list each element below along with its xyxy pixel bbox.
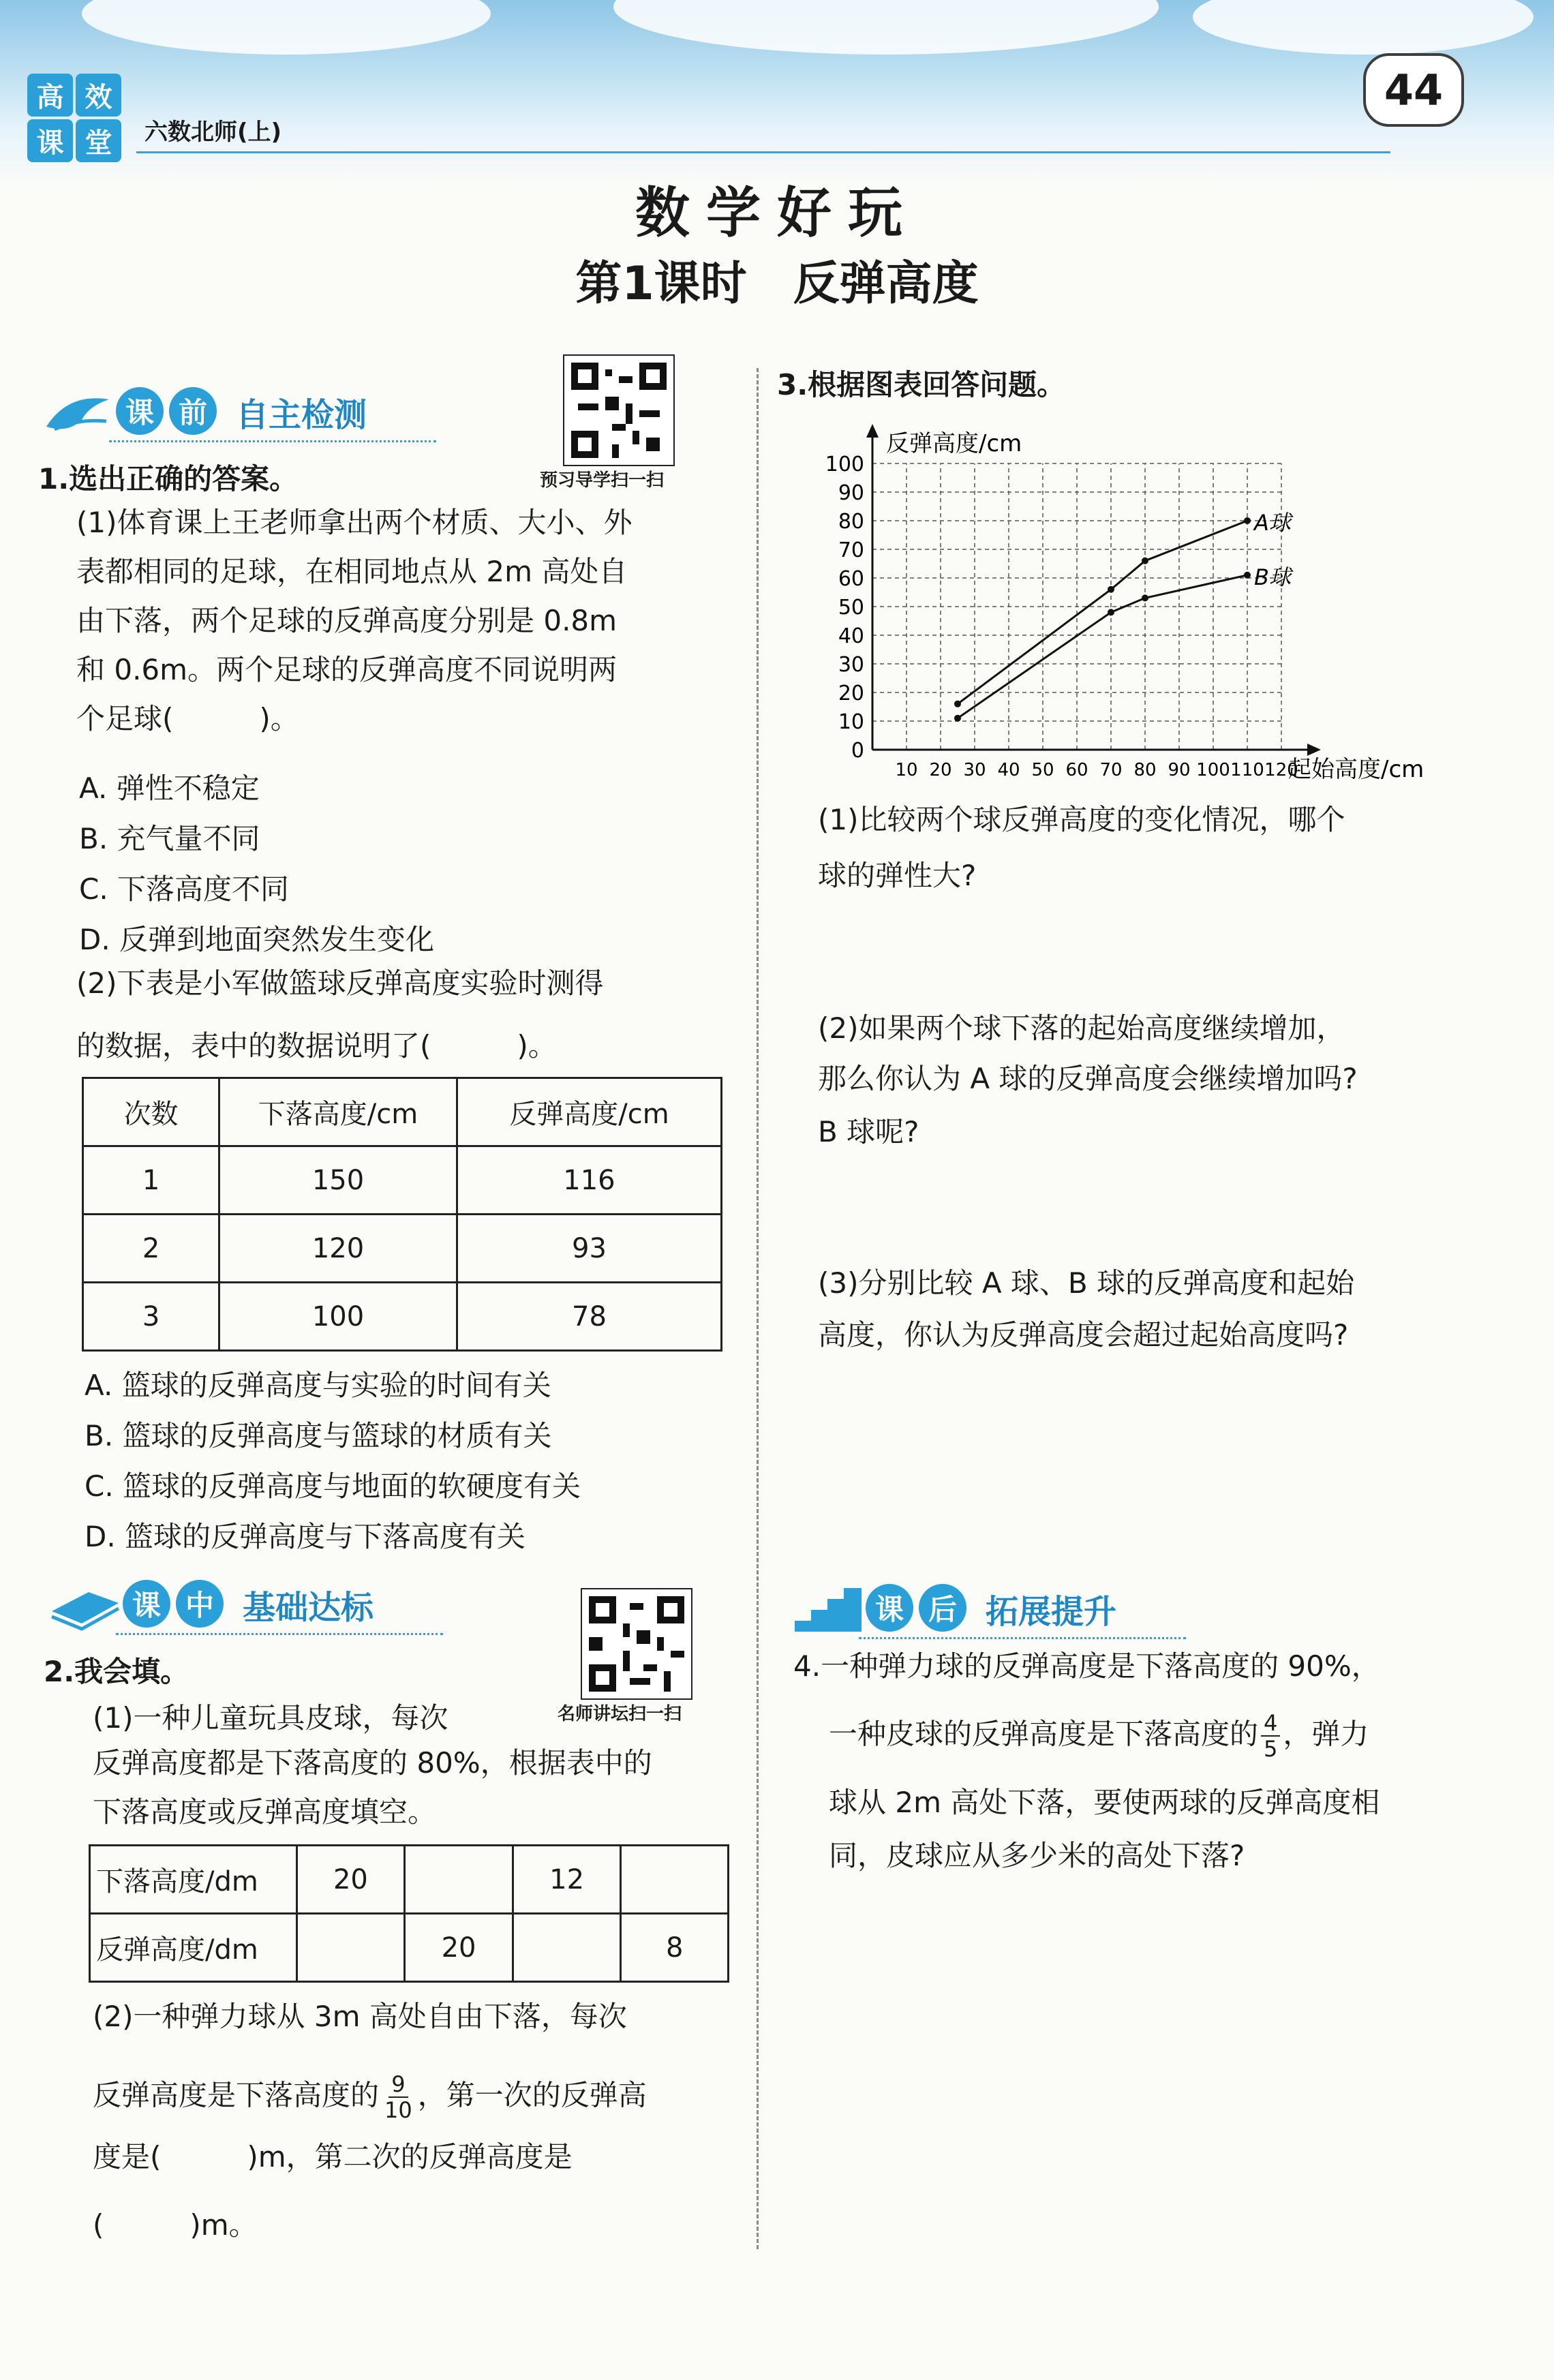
x-tick-label: 30	[963, 760, 986, 780]
table-cell: 93	[457, 1215, 721, 1283]
data-point	[954, 701, 961, 707]
x-tick-label: 120	[1264, 760, 1298, 780]
section-title: 拓展提升	[986, 1593, 1117, 1631]
qr-code[interactable]	[563, 354, 675, 466]
table-header: 下落高度/cm	[219, 1078, 457, 1146]
brand-char: 高	[27, 74, 73, 117]
section-during-class	[48, 1574, 457, 1636]
q4-text-line: 4.一种弹力球的反弹高度是下落高度的 90%，	[793, 1649, 1380, 1683]
q1-text-line: (2)下表是小军做篮球反弹高度实验时测得	[76, 966, 604, 1000]
answer-cell[interactable]	[513, 1914, 621, 1982]
fraction-numerator: 9	[388, 2072, 408, 2098]
answer-cell[interactable]	[405, 1846, 513, 1914]
x-tick-label: 80	[1133, 760, 1157, 780]
brand-char: 堂	[76, 119, 121, 162]
table-cell: 1	[83, 1146, 219, 1215]
q2-text: ，第一次的反弹高	[417, 2078, 647, 2112]
stairs-icon	[791, 1583, 866, 1636]
data-point	[1244, 572, 1251, 579]
q2-text-line: 反弹高度都是下落高度的 80%，根据表中的	[93, 1746, 652, 1780]
fraction	[1261, 1711, 1280, 1761]
y-tick-label: 100	[825, 453, 864, 476]
x-tick-label: 10	[895, 760, 918, 780]
x-axis-label: 起始高度/cm	[1288, 756, 1424, 783]
basketball-data-table	[82, 1077, 722, 1352]
question-1-heading: 1.选出正确的答案。	[38, 462, 299, 495]
series-label: 六数北师(上)	[144, 119, 282, 146]
table-header: 次数	[83, 1078, 219, 1146]
fill-in-table	[89, 1844, 729, 1983]
fraction	[382, 2072, 415, 2122]
section-badge: 中	[176, 1580, 224, 1628]
table-row	[90, 1914, 729, 1982]
q4-text-line: 球从 2m 高处下落，要使两球的反弹高度相	[829, 1786, 1380, 1819]
q2-text-line: (2)一种弹力球从 3m 高处自由下落，每次	[93, 2000, 627, 2033]
table-cell: 20	[296, 1846, 405, 1914]
q3-text-line: 球的弹性大?	[818, 859, 977, 892]
x-axis-arrow-icon	[1307, 744, 1321, 756]
table-cell: 116	[457, 1146, 721, 1215]
lesson-title: 第1课时 反弹高度	[575, 257, 979, 311]
fraction-denominator: 10	[384, 2097, 412, 2123]
y-axis-arrow-icon	[866, 424, 879, 438]
section-underline	[109, 440, 436, 442]
qr-caption: 预习导学扫一扫	[540, 470, 665, 491]
data-point	[1244, 517, 1251, 524]
question-3-heading: 3.根据图表回答问题。	[777, 368, 1066, 401]
q3-text-line: 那么你认为 A 球的反弹高度会继续增加吗?	[818, 1062, 1358, 1095]
row-label: 下落高度/dm	[90, 1846, 297, 1914]
answer-option: A. 弹性不稳定	[79, 772, 260, 805]
q1-text-line: 个足球( )。	[76, 702, 299, 735]
qr-code[interactable]	[581, 1588, 692, 1700]
q2-text-line: ( )m。	[93, 2208, 258, 2242]
chart-grid	[872, 463, 1281, 750]
answer-cell[interactable]	[621, 1846, 729, 1914]
x-tick-label: 100	[1196, 760, 1230, 780]
qr-pattern-icon	[582, 1589, 691, 1698]
bounce-height-chart	[777, 409, 1479, 797]
y-tick-label: 30	[838, 653, 864, 677]
data-point	[1142, 594, 1148, 601]
y-tick-label: 20	[838, 682, 864, 705]
table-cell: 78	[457, 1283, 721, 1351]
section-badge: 课	[866, 1584, 913, 1632]
y-tick-label: 10	[838, 710, 864, 734]
series-label: B球	[1254, 564, 1291, 590]
table-cell: 3	[83, 1283, 219, 1351]
chart-axes	[825, 424, 1321, 780]
y-tick-label: 80	[838, 510, 864, 534]
section-badge: 前	[169, 387, 217, 435]
q1-text-line: (1)体育课上王老师拿出两个材质、大小、外	[76, 506, 633, 539]
q3-text-line: (1)比较两个球反弹高度的变化情况，哪个	[818, 803, 1345, 836]
fraction-denominator: 5	[1264, 1736, 1278, 1762]
y-tick-label: 0	[851, 739, 864, 763]
book-icon	[48, 1578, 123, 1632]
table-cell: 2	[83, 1215, 219, 1283]
answer-option: C. 下落高度不同	[79, 872, 290, 906]
section-badge: 课	[116, 387, 164, 435]
y-tick-label: 70	[838, 538, 864, 562]
table-row	[83, 1215, 722, 1283]
q1-text-line: 和 0.6m。两个足球的反弹高度不同说明两	[76, 653, 618, 686]
q2-text-line: (1)一种儿童玩具皮球，每次	[93, 1701, 448, 1735]
row-label: 反弹高度/dm	[90, 1914, 297, 1982]
brand-char: 效	[76, 74, 121, 117]
brand-logo	[27, 74, 121, 162]
y-axis-label: 反弹高度/cm	[886, 430, 1022, 457]
q4-text: 一种皮球的反弹高度是下落高度的	[829, 1717, 1259, 1751]
table-cell: 20	[405, 1914, 513, 1982]
q1-text-line: 的数据，表中的数据说明了( )。	[76, 1029, 557, 1063]
table-cell: 12	[513, 1846, 621, 1914]
y-tick-label: 60	[838, 567, 864, 591]
table-cell: 100	[219, 1283, 457, 1351]
x-tick-label: 60	[1065, 760, 1088, 780]
section-after-class	[791, 1578, 1200, 1640]
page-number: 44	[1363, 53, 1464, 127]
q3-text-line: (3)分别比较 A 球、B 球的反弹高度和起始	[818, 1266, 1355, 1300]
q1-text-line: 由下落，两个足球的反弹高度分别是 0.8m	[76, 604, 618, 637]
section-underline	[859, 1637, 1186, 1639]
q1-text-line: 表都相同的足球，在相同地点从 2m 高处自	[76, 555, 628, 588]
table-cell: 150	[219, 1146, 457, 1215]
q3-text-line: B 球呢?	[818, 1115, 919, 1148]
x-tick-label: 90	[1168, 760, 1191, 780]
question-2-heading: 2.我会填。	[44, 1655, 189, 1688]
q4-text-line	[829, 1711, 1369, 1761]
qr-pattern-icon	[564, 356, 673, 465]
answer-option: B. 充气量不同	[79, 822, 260, 855]
qr-caption: 名师讲坛扫一扫	[558, 1704, 682, 1724]
header-background	[0, 0, 1554, 184]
table-cell: 120	[219, 1215, 457, 1283]
data-point	[1108, 609, 1114, 615]
chart-series	[954, 510, 1294, 722]
section-before-class	[41, 382, 450, 443]
table-cell: 8	[621, 1914, 729, 1982]
q4-text-line: 同，皮球应从多少米的高处下落?	[829, 1839, 1245, 1872]
answer-option: B. 篮球的反弹高度与篮球的材质有关	[85, 1419, 552, 1452]
bird-icon	[41, 386, 116, 439]
section-badge: 课	[123, 1580, 170, 1628]
y-tick-label: 90	[838, 481, 864, 505]
section-underline	[116, 1633, 443, 1635]
series-line	[958, 521, 1247, 704]
brand-char: 课	[27, 119, 73, 162]
table-row	[83, 1283, 722, 1351]
data-point	[954, 715, 961, 722]
q2-text: 反弹高度是下落高度的	[93, 2078, 380, 2112]
q3-text-line: (2)如果两个球下落的起始高度继续增加，	[818, 1011, 1345, 1045]
cloud-decoration	[1193, 0, 1534, 55]
table-row	[83, 1146, 722, 1215]
answer-option: D. 反弹到地面突然发生变化	[79, 923, 435, 956]
x-tick-label: 70	[1099, 760, 1123, 780]
data-point	[1142, 558, 1148, 564]
q2-text-line: 下落高度或反弹高度填空。	[93, 1795, 437, 1829]
y-tick-label: 40	[838, 624, 864, 648]
y-tick-label: 50	[838, 596, 864, 620]
table-header: 反弹高度/cm	[457, 1078, 721, 1146]
cloud-decoration	[613, 0, 1159, 55]
table-row	[90, 1846, 729, 1914]
column-divider	[757, 368, 759, 2249]
section-title: 自主检测	[236, 396, 367, 434]
x-tick-label: 110	[1230, 760, 1264, 780]
series-label: A球	[1254, 510, 1291, 536]
header-rule	[136, 151, 1390, 153]
data-point	[1108, 586, 1114, 593]
q2-text-line: 度是( )m，第二次的反弹高度是	[93, 2140, 573, 2173]
x-tick-label: 20	[929, 760, 952, 780]
answer-cell[interactable]	[296, 1914, 405, 1982]
answer-option: D. 篮球的反弹高度与下落高度有关	[85, 1520, 526, 1553]
page-title: 数学好玩	[635, 181, 919, 245]
x-tick-label: 50	[1031, 760, 1054, 780]
q4-text: ，弹力	[1283, 1717, 1369, 1751]
q2-text-line	[93, 2072, 647, 2122]
answer-option: A. 篮球的反弹高度与实验的时间有关	[85, 1369, 551, 1402]
x-tick-label: 40	[997, 760, 1020, 780]
section-badge: 后	[919, 1584, 966, 1632]
q3-text-line: 高度，你认为反弹高度会超过起始高度吗?	[818, 1318, 1349, 1352]
fraction-numerator: 4	[1261, 1711, 1280, 1737]
cloud-decoration	[82, 0, 491, 55]
section-title: 基础达标	[243, 1589, 374, 1627]
answer-option: C. 篮球的反弹高度与地面的软硬度有关	[85, 1469, 581, 1503]
